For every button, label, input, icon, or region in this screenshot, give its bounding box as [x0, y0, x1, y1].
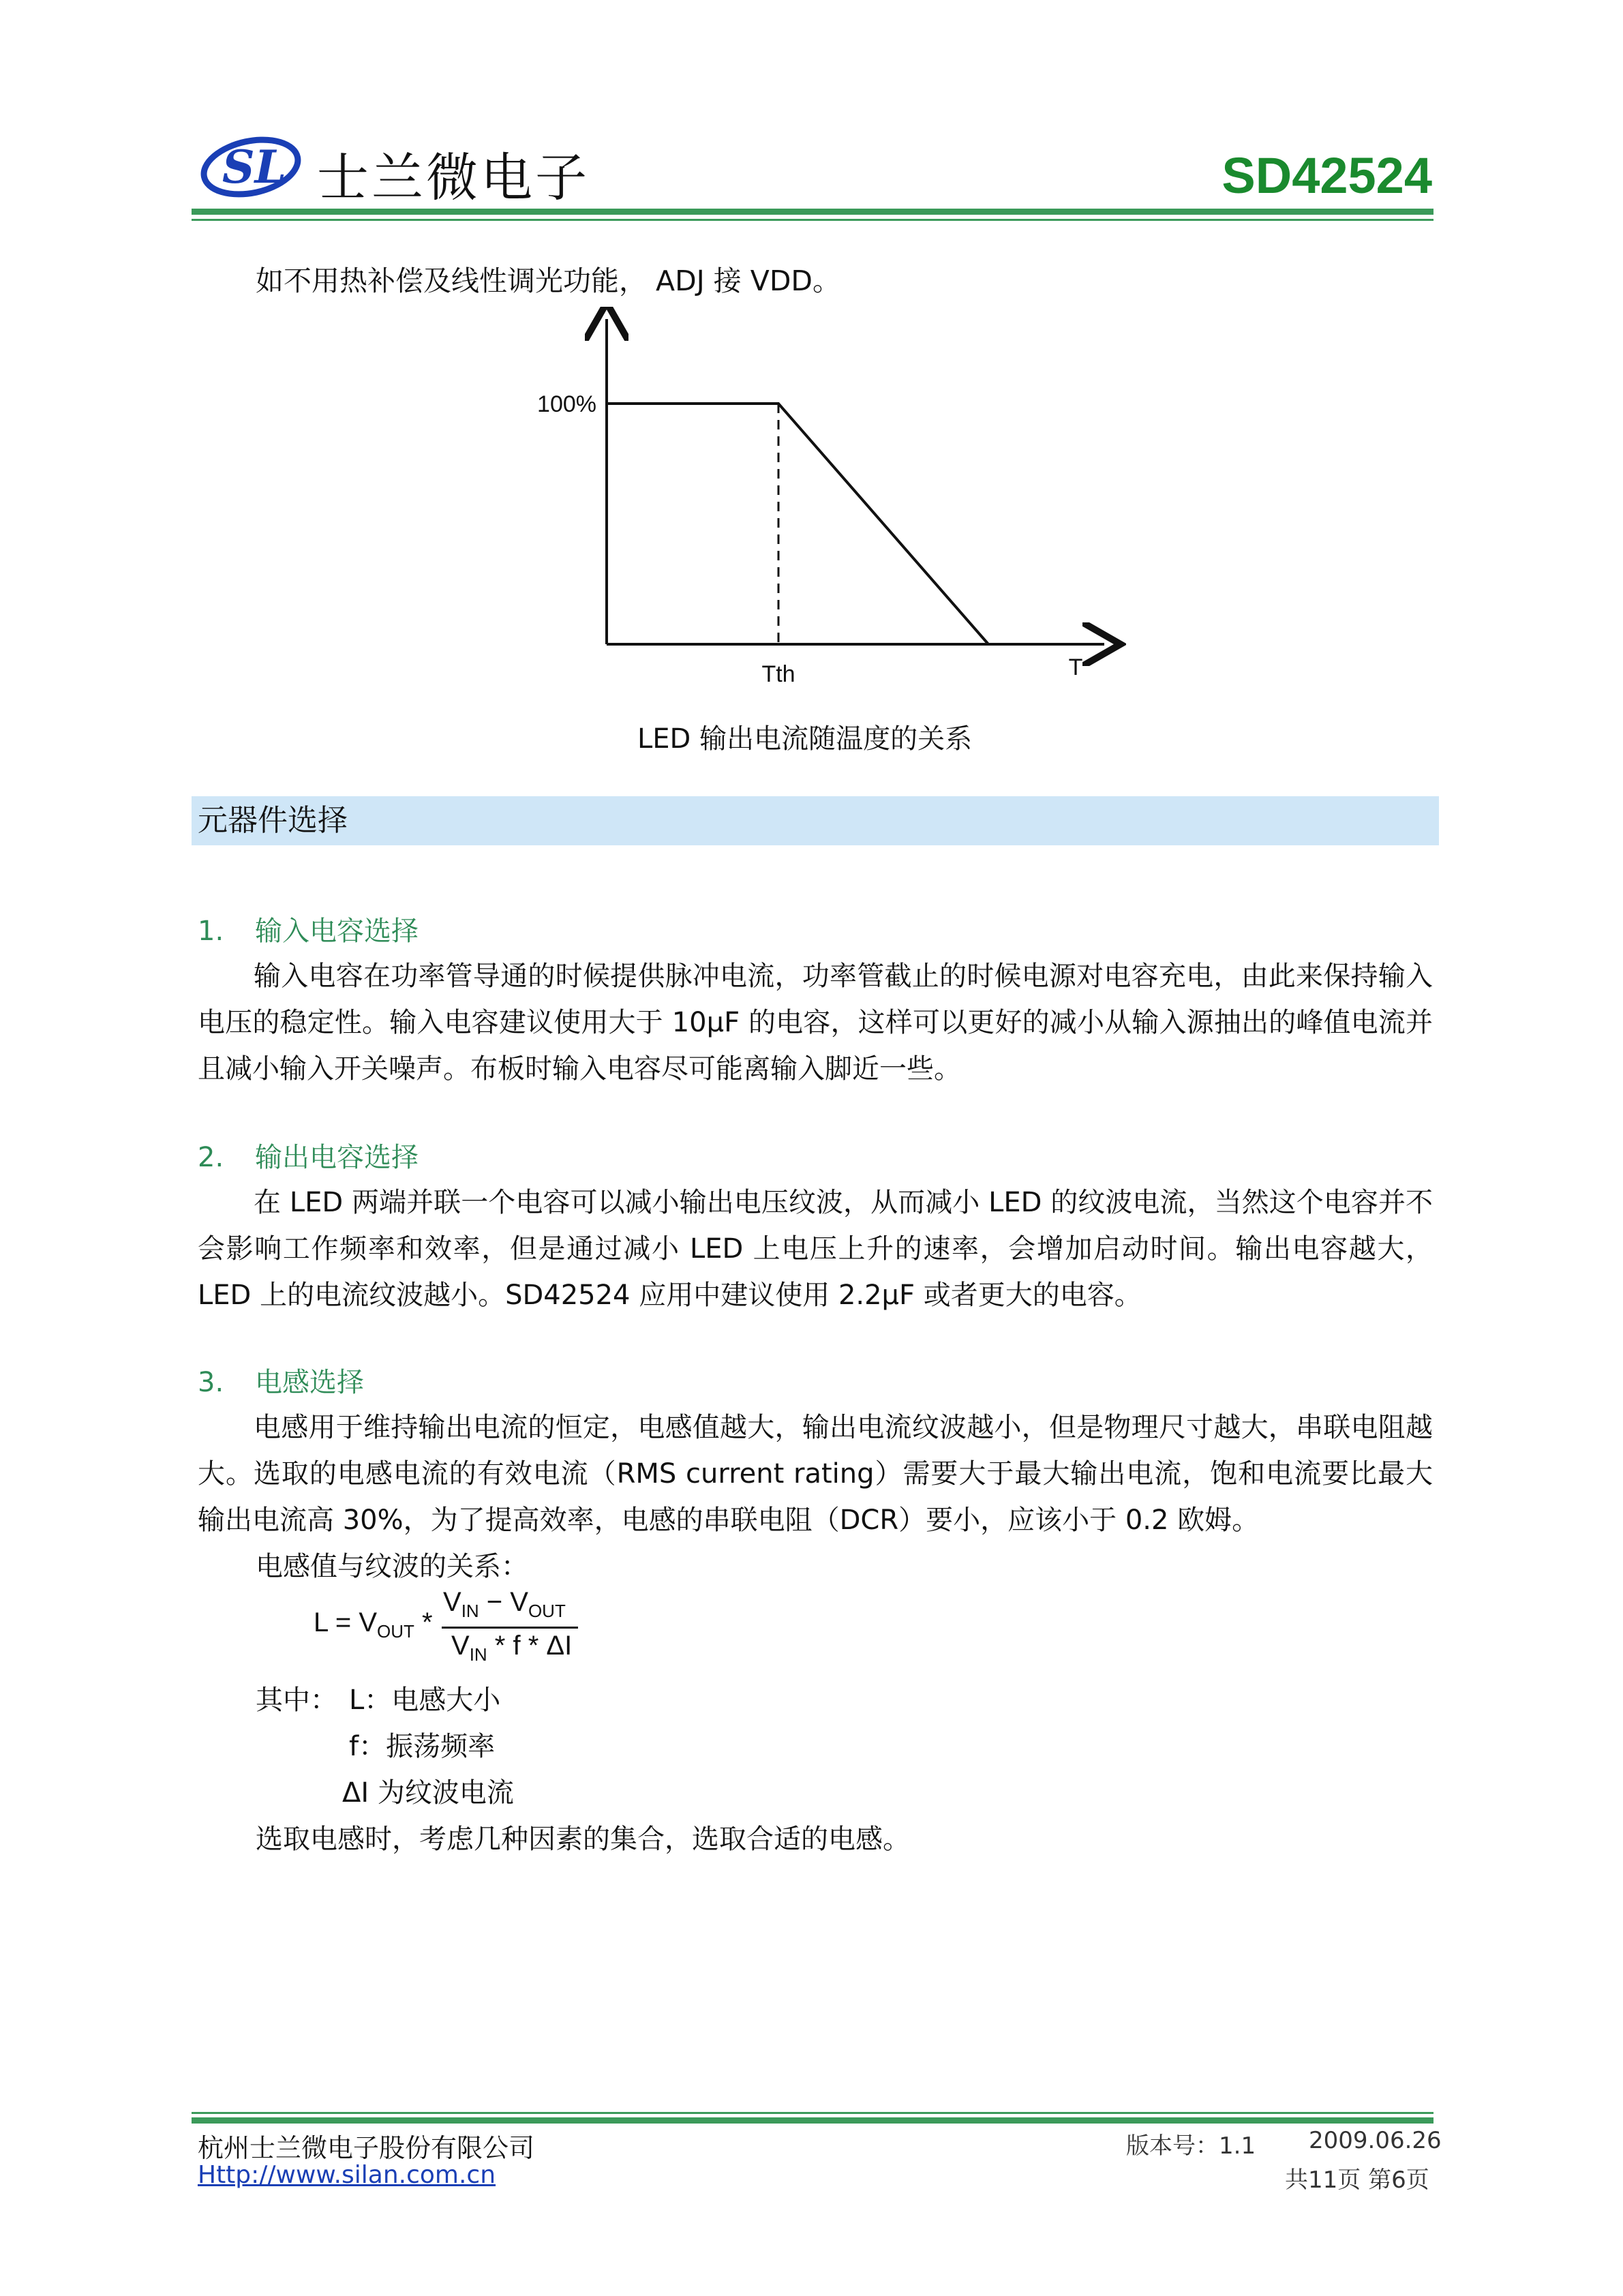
paragraph-input-capacitor: 输入电容在功率管导通的时候提供脉冲电流，功率管截止的时候电源对电容充电，由此来保持输入电压的稳定性。输入电容建议使用大于 10μF 的电容，这样可以更好的减小从输入源抽出的峰值电流并且减小输入开关噪声。布板时输入电容尽可能离输入脚近一些。	[198, 961, 1433, 1085]
x-tick-label-tth: Tth	[761, 661, 795, 687]
y-tick-label: 100%	[537, 391, 596, 417]
footer-version: 版本号：1.1	[1126, 2132, 1256, 2160]
x-axis-label: T	[1068, 654, 1083, 680]
heading-number: 2.	[198, 1142, 224, 1173]
header-rule-thin	[192, 219, 1434, 221]
def-delta-i: ΔI 为纹波电流	[342, 1777, 514, 1809]
heading-title: 电感选择	[255, 1367, 364, 1398]
current-curve	[607, 404, 988, 644]
silan-logo-icon	[198, 130, 307, 205]
paragraph-inductor: 电感用于维持输出电流的恒定，电感值越大，输出电流纹波越小，但是物理尺寸越大，串联电阻越大。选取的电感电流的有效电流（RMS current rating）需要大于最大输出电流，饱和电流要比最大输出电流高 30%，为了提高效率，电感的串联电阻（DCR）要小，应该小于 0.2 欧姆。	[198, 1412, 1433, 1536]
intro-text: 如不用热补偿及线性调光功能， ADJ 接 VDD。	[256, 265, 840, 297]
where-label: 其中：	[256, 1685, 337, 1716]
heading-title: 输出电容选择	[255, 1142, 419, 1173]
heading-output-capacitor	[198, 1137, 419, 1178]
conclusion-text: 选取电感时，考虑几种因素的集合，选取合适的电感。	[256, 1824, 910, 1855]
footer-rule-thin	[192, 2112, 1434, 2114]
chart-caption: LED 输出电流随温度的关系	[637, 723, 973, 755]
relation-label: 电感值与纹波的关系：	[256, 1551, 528, 1582]
paragraph-output-capacitor: 在 LED 两端并联一个电容可以减小输出电压纹波，从而减小 LED 的纹波电流，当然这个电容并不会影响工作频率和效率，但是通过减小 LED 上电压上升的速率，会增加启动时间。输出电容越大，LED 上的电流纹波越小。SD42524 应用中建议使用 2.2μF 或者更大的电容。	[198, 1187, 1433, 1311]
heading-title: 输入电容选择	[255, 916, 419, 947]
doc-id: SD42524	[1222, 147, 1432, 204]
footer-company: 杭州士兰微电子股份有限公司	[198, 2133, 535, 2163]
footer-rule	[192, 2117, 1434, 2124]
company-logo-name: 士兰微电子	[317, 147, 590, 208]
def-L: L：电感大小	[349, 1685, 501, 1716]
derating-chart	[518, 307, 1132, 689]
heading-inductor	[198, 1362, 364, 1403]
footer-date: 2009.06.26	[1309, 2127, 1442, 2154]
footer-url-link[interactable]: Http://www.silan.com.cn	[198, 2161, 496, 2189]
svg-text:SL: SL	[222, 140, 287, 194]
section-bar	[192, 796, 1439, 845]
footer-page-number: 共11页 第6页	[1285, 2166, 1429, 2194]
heading-number: 1.	[198, 916, 224, 947]
def-f: f：振荡频率	[349, 1731, 496, 1762]
heading-number: 3.	[198, 1367, 224, 1398]
section-title: 元器件选择	[198, 803, 348, 838]
header-rule	[192, 209, 1434, 215]
heading-input-capacitor	[198, 911, 419, 952]
